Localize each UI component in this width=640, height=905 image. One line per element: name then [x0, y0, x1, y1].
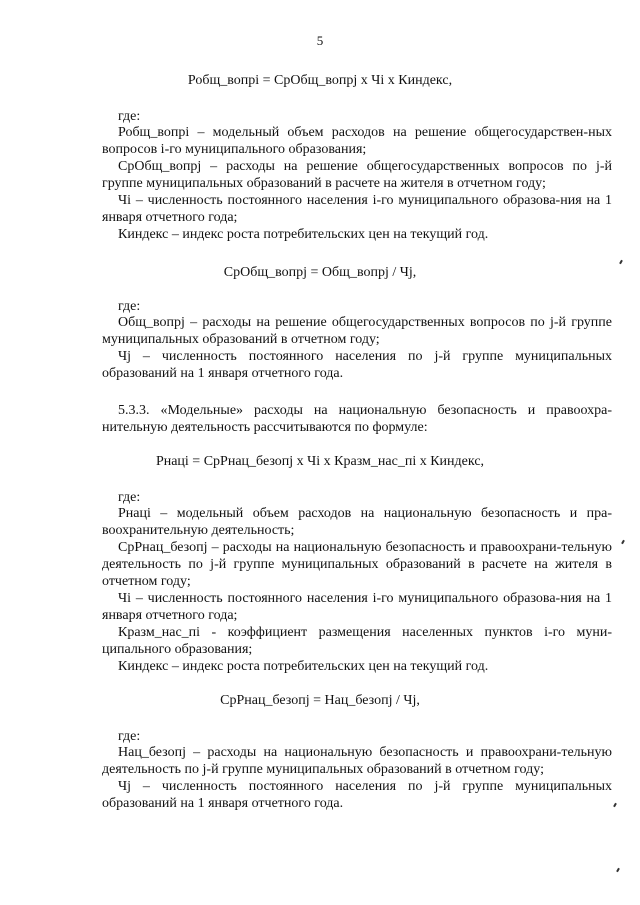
section-5-3-3: [102, 402, 612, 436]
scan-speck: [616, 868, 620, 872]
definition-item: Робщ_вопрi – модельный объем расходов на решение общегосударствен-ных вопросов i-го муниципального образования;: [102, 125, 612, 157]
definition-item: Чj – численность постоянного населения по j-й группе муниципальных образований на 1 января отчетного года.: [102, 779, 612, 811]
definitions-2: [102, 314, 612, 382]
formula-rob: Робщ_вопрi = СрОбщ_вопрj x Чi x Киндекс,: [187, 73, 453, 88]
definition-item: Киндекс – индекс роста потребительских цен на текущий год.: [118, 227, 489, 242]
definitions-3: [102, 505, 612, 675]
definition-item: Чi – численность постоянного населения i-го муниципального образова-ния на 1 января отчетного года;: [102, 193, 612, 225]
formula-rnac: Рнацi = СрРнац_безопj х Чi х Кразм_нас_пi х Киндекс,: [155, 454, 485, 469]
where-label-4: где:: [118, 729, 141, 744]
definition-item: СрРнац_безопj – расходы на национальную безопасность и правоохрани-тельную деятельность по j-й группе муниципальных образований в расчете на жителя в отчетном году;: [102, 540, 612, 589]
where-label-2: где:: [118, 299, 141, 314]
definition-item: Рнацi – модельный объем расходов на национальную безопасность и пра-воохранительную деятельность;: [102, 506, 612, 538]
definitions-4: [102, 744, 612, 812]
definition-item: Кразм_нас_пi - коэффициент размещения населенных пунктов i-го муни-ципального образования;: [102, 625, 612, 657]
where-label-1: где:: [118, 109, 141, 124]
formula-srrnac: СрРнац_безопj = Нац_безопj / Чj,: [220, 693, 420, 708]
definition-item: СрОбщ_вопрj – расходы на решение общегосударственных вопросов по j-й группе муниципальных образований в расчете на жителя в отчетном году;: [102, 159, 612, 191]
definition-item: Киндекс – индекс роста потребительских цен на текущий год.: [118, 659, 489, 674]
formula-srob: СрОбщ_вопрj = Общ_вопрj / Чj,: [223, 265, 417, 280]
page-number: 5: [316, 33, 324, 48]
section-text: 5.3.3. «Модельные» расходы на национальную безопасность и правоохра-нительную деятельность рассчитываются по формуле:: [102, 403, 612, 435]
definition-item: Общ_вопрj – расходы на решение общегосударственных вопросов по j-й группе муниципальных образований в отчетном году;: [102, 315, 612, 347]
definition-item: Нац_безопj – расходы на национальную безопасность и правоохрани-тельную деятельность по j-й группе муниципальных образований в отчетном году;: [102, 745, 612, 777]
definitions-1: [102, 124, 612, 243]
definition-item: Чj – численность постоянного населения по j-й группе муниципальных образований на 1 января отчетного года.: [102, 349, 612, 381]
scan-speck: [613, 803, 617, 807]
definition-item: Чi – численность постоянного населения i-го муниципального образова-ния на 1 января отчетного года;: [102, 591, 612, 623]
where-label-3: где:: [118, 490, 141, 505]
scan-speck: [621, 540, 625, 544]
